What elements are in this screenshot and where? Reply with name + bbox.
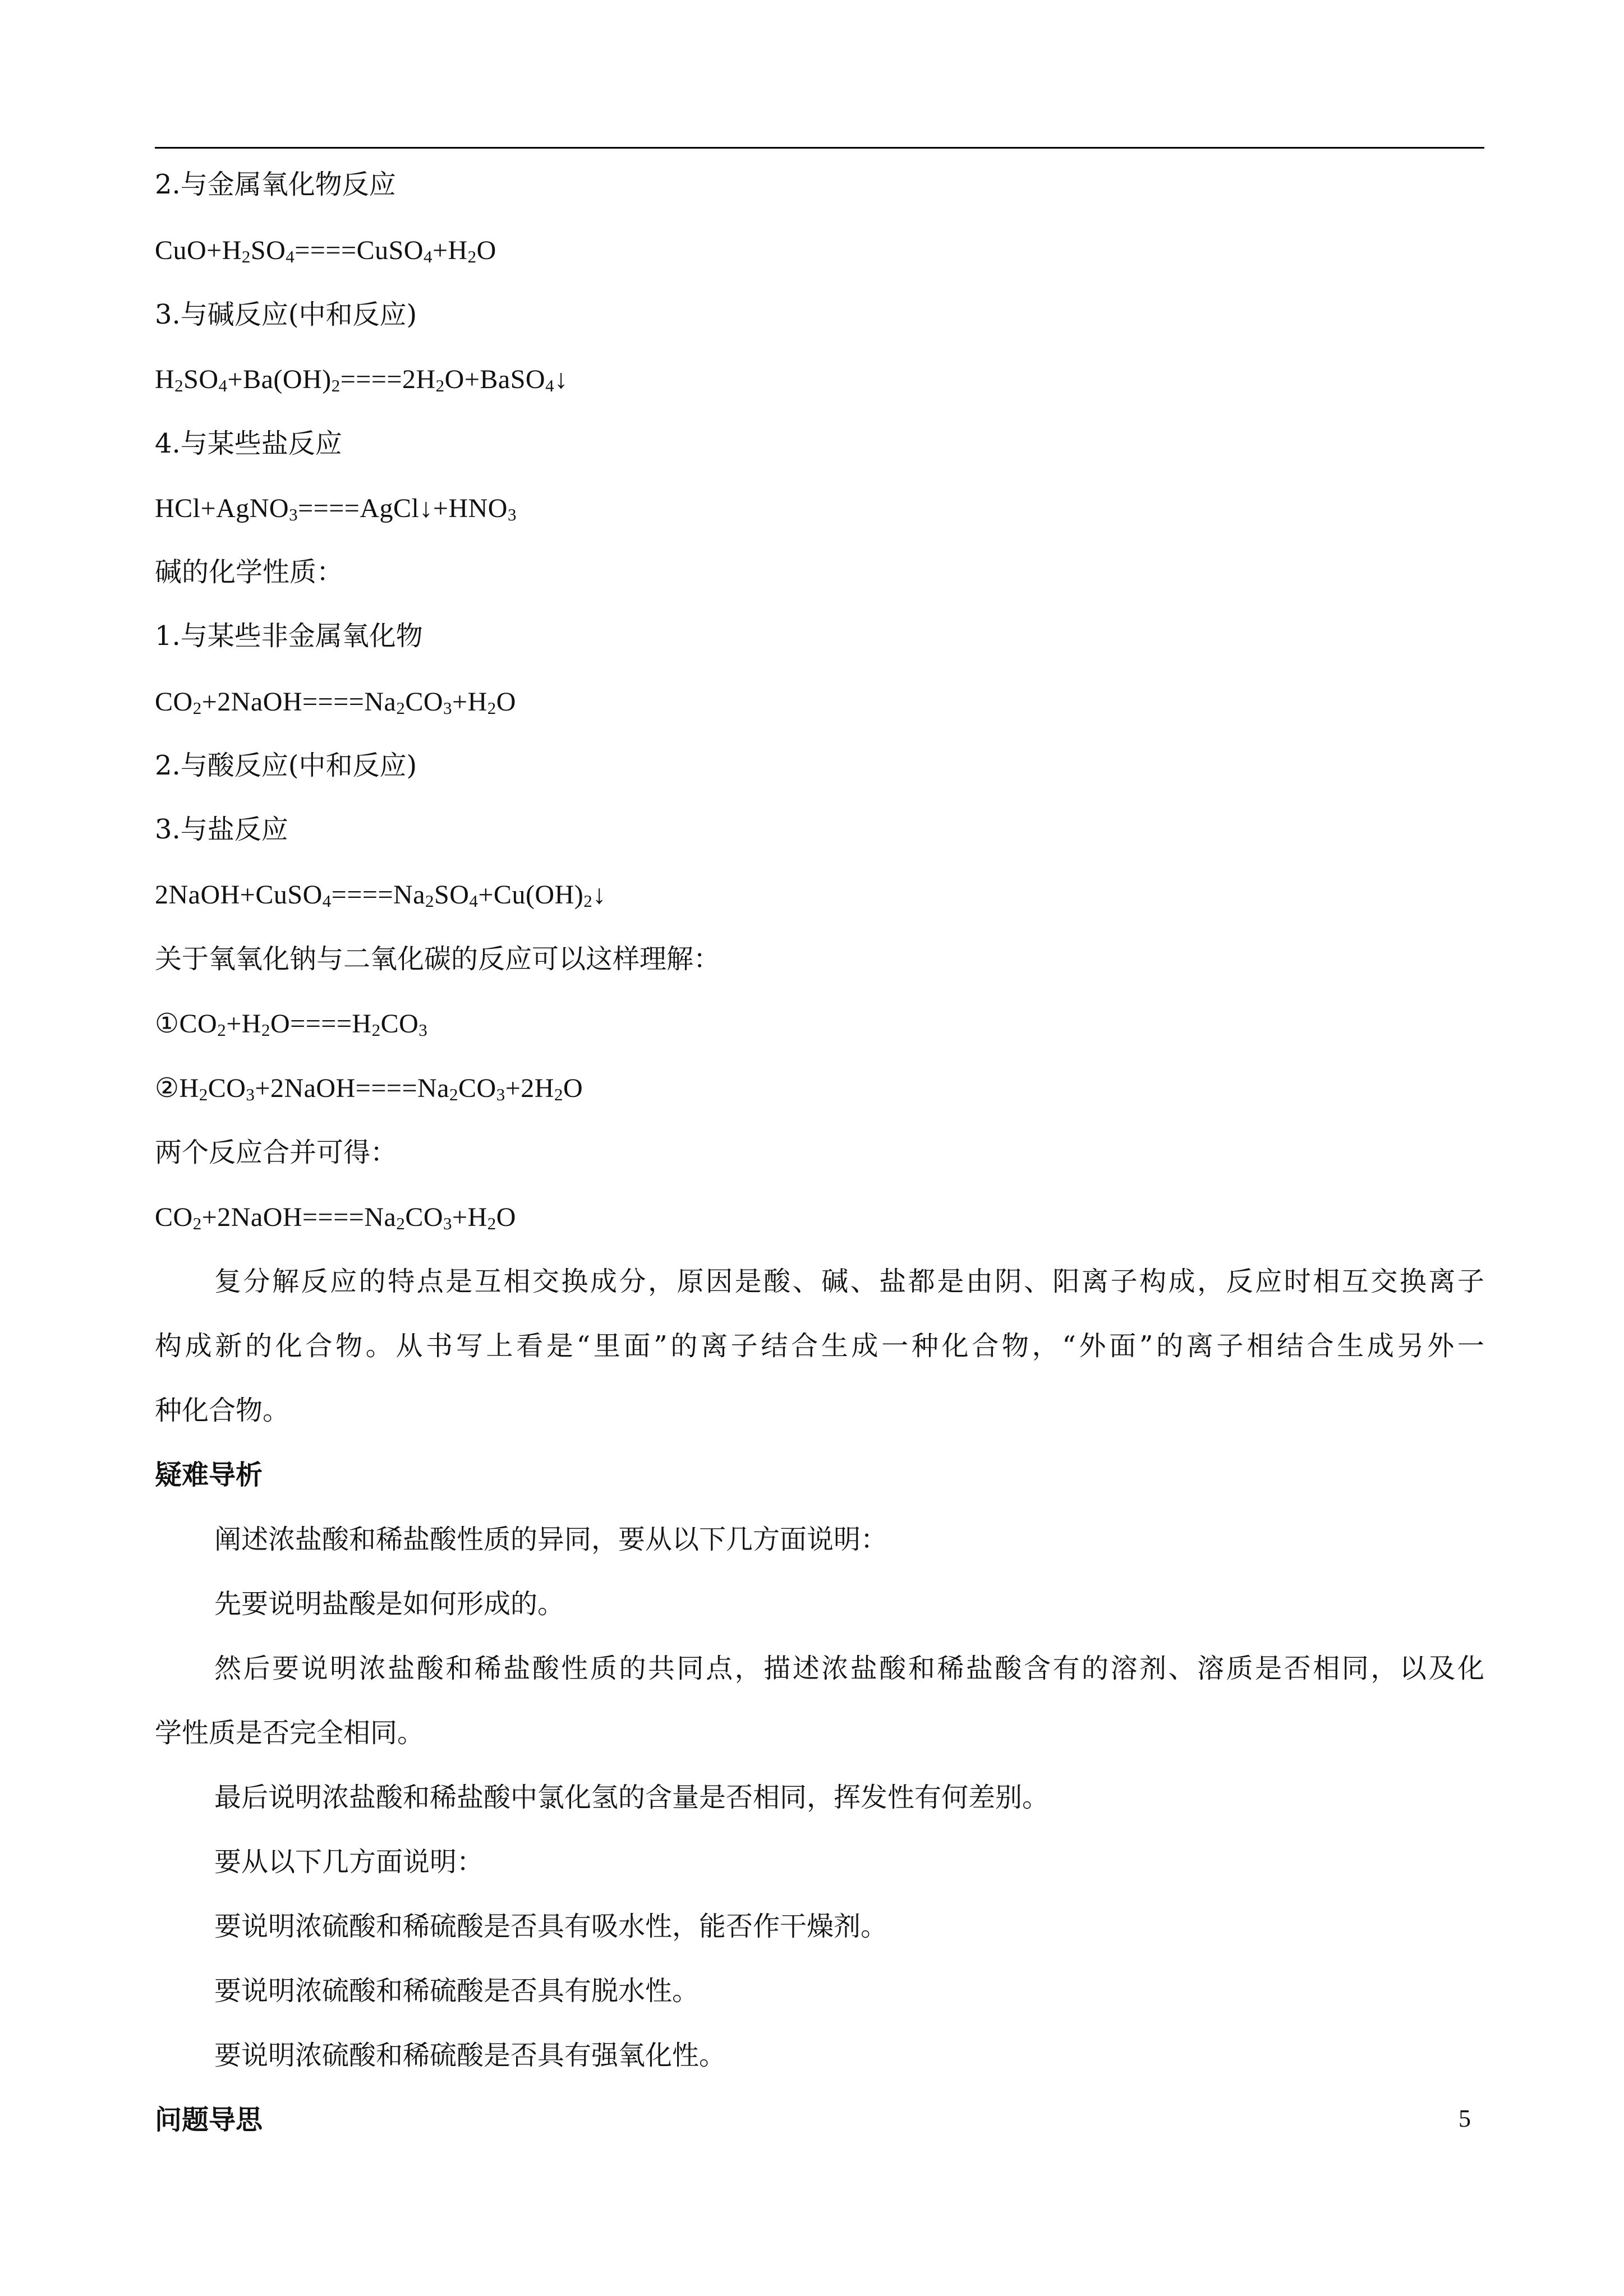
section-heading-questions: 问题导思 xyxy=(155,2104,263,2136)
heading-base-properties: 碱的化学性质： xyxy=(155,556,344,588)
text-hcl-common-2: 学性质是否完全相同。 xyxy=(155,1717,425,1749)
heading-nonmetal-oxide: 1.与某些非金属氧化物 xyxy=(155,620,423,652)
paragraph-line-3: 种化合物。 xyxy=(155,1395,290,1426)
text-hcl-common-1: 然后要说明浓盐酸和稀盐酸性质的共同点，描述浓盐酸和稀盐酸含有的溶剂、溶质是否相同，以及化 xyxy=(214,1653,1484,1684)
heading-salt-reaction-2: 3.与盐反应 xyxy=(155,814,288,845)
equation-combined: $CO_2+2NaOH====Na_2CO_3+H_2O$ xyxy=(155,1202,516,1233)
text-h2so4-oxidize: 要说明浓硫酸和稀硫酸是否具有强氧化性。 xyxy=(214,2040,726,2071)
text-hcl-volatility: 最后说明浓盐酸和稀盐酸中氯化氢的含量是否相同，挥发性有何差别。 xyxy=(214,1782,1050,1813)
text-h2so4-absorb: 要说明浓硫酸和稀硫酸是否具有吸水性，能否作干燥剂。 xyxy=(214,1911,888,1942)
paragraph-line-1: 复分解反应的特点是互相交换成分，原因是酸、碱、盐都是由阴、阳离子构成，反应时相互交换离子 xyxy=(214,1266,1484,1297)
equation-cuo-h2so4: $CuO+H_2SO_4====CuSO_4+H_2O$ xyxy=(155,236,496,266)
page-number: 5 xyxy=(1459,2105,1471,2132)
heading-metal-oxide: 2.与金属氧化物反应 xyxy=(155,169,396,200)
heading-acid-reaction: 2.与酸反应(中和反应) xyxy=(155,750,417,781)
equation-hcl-agno3: $HCl+AgNO_3====AgCl↓+HNO_3$ xyxy=(155,494,517,524)
paragraph-line-2: 构成新的化合物。从书写上看是“里面”的离子结合生成一种化合物，“外面”的离子相结合生成另外一 xyxy=(155,1330,1484,1362)
text-hcl-formation: 先要说明盐酸是如何形成的。 xyxy=(214,1588,565,1620)
equation-step-2: $②H_2CO_3+2NaOH====Na_2CO_3+2H_2O$ xyxy=(155,1073,583,1104)
equation-h2so4-baoh2: $H_2SO_4+Ba(OH)_2====2H_2O+BaSO_4↓$ xyxy=(155,365,568,395)
heading-salt-reaction: 4.与某些盐反应 xyxy=(155,428,342,459)
text-h2so4-intro: 要从以下几方面说明： xyxy=(214,1846,484,1878)
text-combine: 两个反应合并可得： xyxy=(155,1137,398,1168)
equation-step-1: $①CO_2+H_2O====H_2CO_3$ xyxy=(155,1009,428,1040)
heading-base-reaction: 3.与碱反应(中和反应) xyxy=(155,299,417,330)
text-h2so4-dehydrate: 要说明浓硫酸和稀硫酸是否具有脱水性。 xyxy=(214,1975,700,2007)
header-rule xyxy=(155,147,1484,149)
text-hcl-intro: 阐述浓盐酸和稀盐酸性质的异同，要从以下几方面说明： xyxy=(214,1524,888,1555)
equation-naoh-cuso4: $2NaOH+CuSO_4====Na_2SO_4+Cu(OH)_2↓$ xyxy=(155,880,606,911)
text-understanding: 关于氧氧化钠与二氧化碳的反应可以这样理解： xyxy=(155,943,721,975)
section-heading-difficulty: 疑难导析 xyxy=(155,1459,263,1491)
equation-co2-naoh: $CO_2+2NaOH====Na_2CO_3+H_2O$ xyxy=(155,687,516,718)
